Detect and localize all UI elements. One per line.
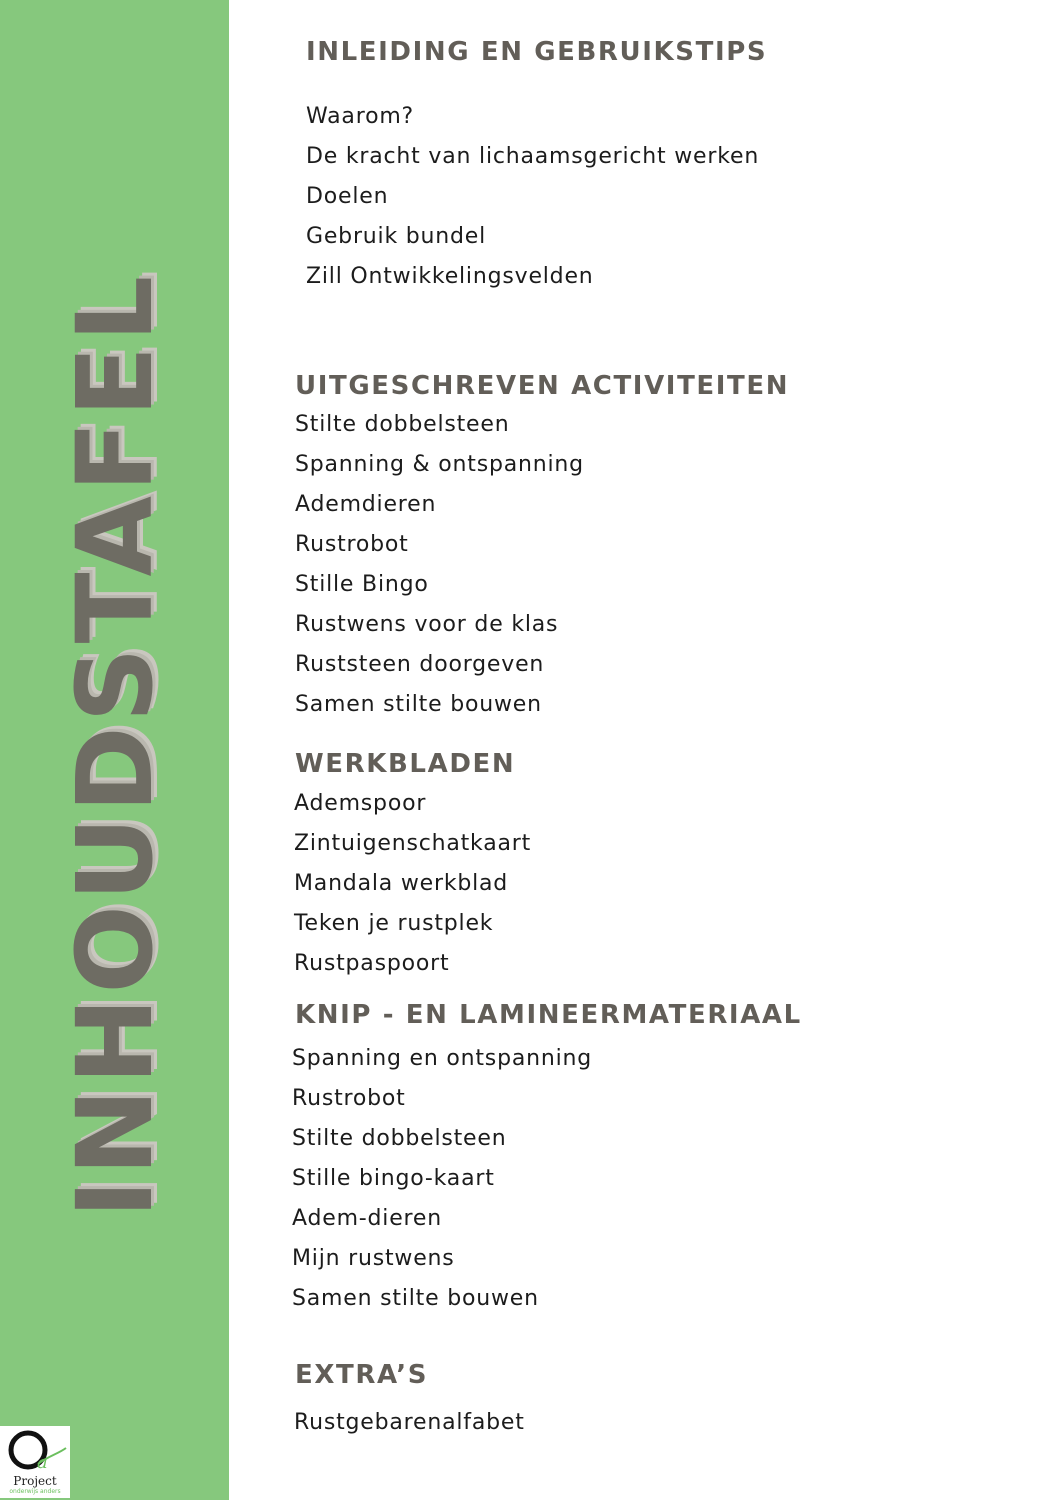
toc-item: Rustwens voor de klas xyxy=(295,612,559,637)
section-list-activiteiten xyxy=(295,405,584,725)
logo xyxy=(0,1426,70,1498)
toc-item: Spanning & ontspanning xyxy=(295,452,584,477)
section-list-werkbladen xyxy=(294,784,531,984)
toc-item: Stille bingo-kaart xyxy=(292,1166,495,1191)
section-heading-extras: EXTRA’S xyxy=(295,1360,429,1390)
project-logo-icon xyxy=(0,1426,70,1476)
toc-item: Rustgebarenalfabet xyxy=(294,1410,525,1435)
toc-item: Zill Ontwikkelingsvelden xyxy=(306,264,594,289)
toc-item: Zintuigenschatkaart xyxy=(294,831,532,856)
toc-item: Ruststeen doorgeven xyxy=(295,652,545,677)
toc-item: Samen stilte bouwen xyxy=(292,1286,539,1311)
toc-item: Rustpaspoort xyxy=(294,951,450,976)
vertical-title: INHOUDSTAFEL xyxy=(54,271,176,1219)
section-heading-activiteiten: UITGESCHREVEN ACTIVITEITEN xyxy=(295,371,790,401)
section-heading-knipmateriaal: KNIP - EN LAMINEERMATERIAAL xyxy=(295,1000,802,1030)
section-list-inleiding xyxy=(306,97,759,297)
toc-item: Teken je rustplek xyxy=(294,911,494,936)
section-list-knipmateriaal xyxy=(292,1039,592,1319)
toc-item: Doelen xyxy=(306,184,389,209)
logo-label: Project xyxy=(13,1474,57,1488)
toc-item: De kracht van lichaamsgericht werken xyxy=(306,144,760,169)
section-heading-inleiding: INLEIDING EN GEBRUIKSTIPS xyxy=(306,37,768,67)
section-heading-werkbladen: WERKBLADEN xyxy=(295,749,516,779)
toc-item: Rustrobot xyxy=(292,1086,406,1111)
toc-item: Spanning en ontspanning xyxy=(292,1046,593,1071)
toc-item: Stille Bingo xyxy=(295,572,429,597)
toc-item: Stilte dobbelsteen xyxy=(295,412,510,437)
toc-item: Stilte dobbelsteen xyxy=(292,1126,507,1151)
sidebar xyxy=(0,0,229,1500)
toc-item: Mijn rustwens xyxy=(292,1246,455,1271)
toc-item: Mandala werkblad xyxy=(294,871,509,896)
toc-item: Ademspoor xyxy=(294,791,427,816)
svg-text:a: a xyxy=(37,1452,48,1473)
toc-item: Adem-dieren xyxy=(292,1206,442,1231)
section-list-extras xyxy=(294,1403,525,1443)
toc-item: Waarom? xyxy=(306,104,415,129)
logo-sublabel: onderwijs anders xyxy=(9,1488,61,1495)
toc-item: Samen stilte bouwen xyxy=(295,692,542,717)
toc-item: Ademdieren xyxy=(295,492,437,517)
toc-item: Gebruik bundel xyxy=(306,224,487,249)
toc-item: Rustrobot xyxy=(295,532,409,557)
